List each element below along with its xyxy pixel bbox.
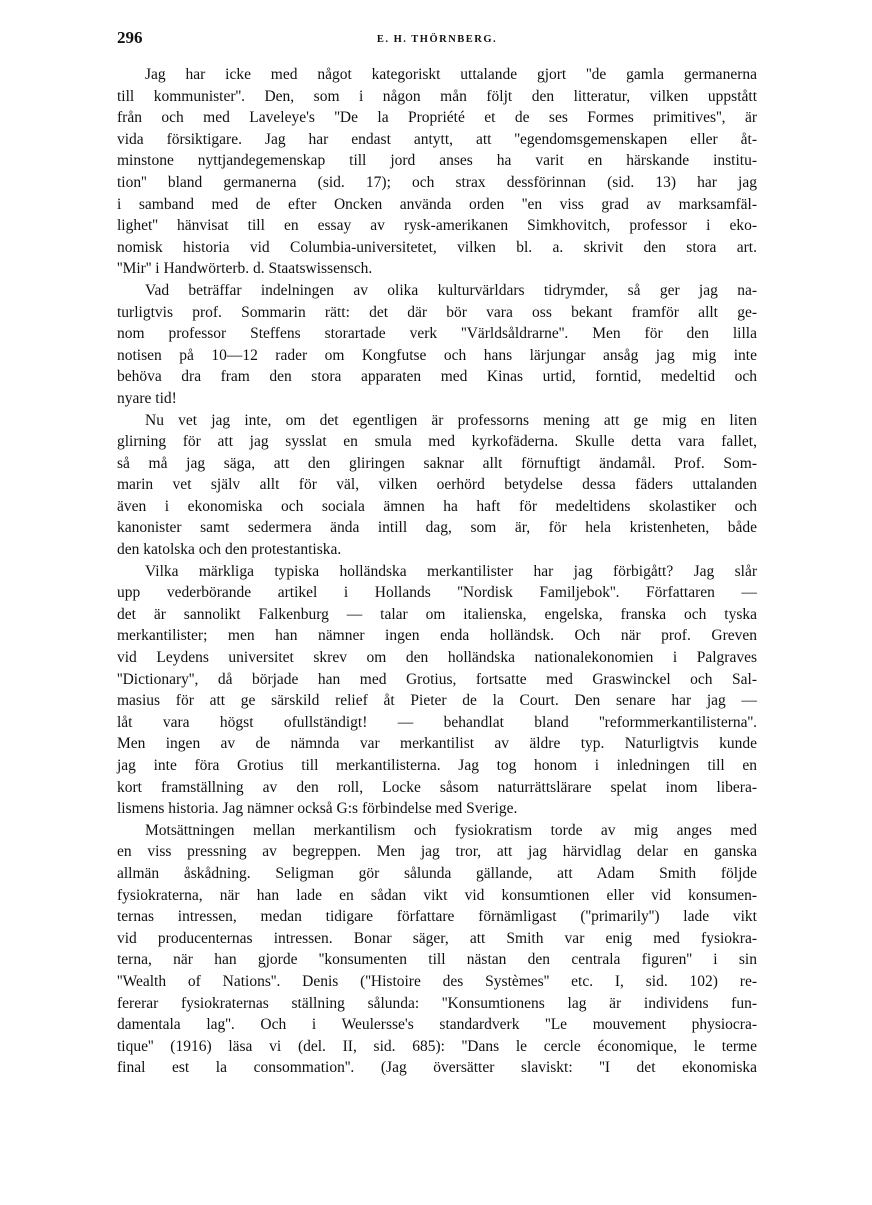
text-line: upp vederbörande artikel i Hollands ''Nordisk Familjebok''. Författaren — (117, 584, 757, 602)
text-line: ''Wealth of Nations''. Denis (''Histoire des Systèmes'' etc. I, sid. 102) re- (117, 972, 757, 990)
text-line: marin vet själv allt för väl, vilken oerhörd betydelse dessa fäders uttalanden (117, 476, 757, 494)
text-line: notisen på 10—12 rader om Kongfutse och hans lärjungar ansåg jag mig inte (117, 346, 757, 364)
text-line: Vad beträffar indelningen av olika kulturvärldars tidrymder, så ger jag na- (145, 281, 757, 299)
text-line: final est la consommation''. (Jag översätter slaviskt: ''I det ekonomiska (117, 1059, 757, 1077)
text-line: nyare tid! (117, 389, 177, 407)
running-head: E. H. THÖRNBERG. (376, 34, 498, 45)
text-line: kanonister samt sedermera ända intill dag, som är, för hela kristenheten, både (117, 519, 757, 537)
text-line: nomisk historia vid Columbia-universitetet, vilken bl. a. skrivit den stora art. (117, 238, 757, 256)
text-line: ternas intressen, medan tidigare författare förnämligast (''primarily'') lade vikt (117, 908, 757, 926)
text-line: låt vara högst ofullständigt! — behandlat bland ''reformmerkantilisterna''. (117, 713, 757, 731)
paragraph-1 (117, 64, 757, 280)
text-line: tique'' (1916) läsa vi (del. II, sid. 685): ''Dans le cercle économique, le terme (117, 1037, 757, 1055)
text-line: Motsättningen mellan merkantilism och fysiokratism torde av mig anges med (145, 821, 757, 839)
text-line: Vilka märkliga typiska holländska merkantilister har jag förbigått? Jag slår (145, 562, 757, 580)
text-line: även i ekonomiska och sociala ämnen ha haft för medeltidens skolastiker och (117, 497, 757, 515)
text-line: till kommunister''. Den, som i någon mån följt den litteratur, vilken uppstått (117, 87, 757, 105)
text-line: Nu vet jag inte, om det egentligen är professorns mening att ge mig en liten (145, 411, 757, 429)
text-line: vid Leydens universitet skrev om den holländska nationalekonomien i Palgraves (117, 649, 757, 667)
paragraph-4 (117, 561, 757, 820)
body-text (117, 64, 757, 1079)
page-number: 296 (117, 28, 143, 47)
text-line: från och med Laveleye's ''De la Propriété et de ses Formes primitives'', är (117, 109, 757, 127)
text-line: Men ingen av de nämnda var merkantilist av äldre typ. Naturligtvis kunde (117, 735, 757, 753)
text-line: nom professor Steffens storartade verk ''Världsåldrarne''. Men för den lilla (117, 325, 757, 343)
text-line: tion'' bland germanerna (sid. 17); och strax dessförinnan (sid. 13) har jag (117, 173, 757, 191)
text-line: fererar fysiokraternas ställning sålunda: ''Konsumtionens lag är individens fun- (117, 994, 757, 1012)
text-line: merkantilister; men han nämner ingen enda holländsk. Och när prof. Greven (117, 627, 757, 645)
text-line: vida försiktigare. Jag har endast antytt, att ''egendomsgemenskapen eller åt- (117, 130, 757, 148)
text-line: ''Dictionary'', då började han med Grotius, fortsatte med Graswinckel och Sal- (117, 670, 757, 688)
text-line: turligtvis prof. Sommarin rätt: det där bör vara oss bekant framför allt ge- (117, 303, 757, 321)
text-line: kort framställning av den roll, Locke såsom naturrättslärare spelat inom libera- (117, 778, 757, 796)
text-line: behöva dra fram den stora apparaten med Kinas urtid, forntid, medeltid och (117, 368, 757, 386)
paragraph-3 (117, 410, 757, 561)
text-line: ''Mir'' i Handwörterb. d. Staatswissensch. (117, 260, 373, 278)
text-line: lighet'' hänvisat till en essay av rysk-amerikanen Simkhovitch, professor i eko- (117, 217, 757, 235)
text-line: en viss pressning av begreppen. Men jag tror, att jag härvidlag delar en ganska (117, 843, 757, 861)
text-line: masius för att ge särskild relief åt Pieter de la Court. Den senare har jag — (117, 692, 757, 710)
text-line: lismens historia. Jag nämner också G:s förbindelse med Sverige. (117, 800, 518, 818)
text-line: jag inte föra Grotius till merkantilisterna. Jag tog honom i inledningen till en (117, 757, 757, 774)
text-line: glirning för att jag sysslat en smula med kyrkofäderna. Skulle detta vara fallet, (117, 433, 757, 451)
paragraph-2 (117, 280, 757, 410)
text-line: vid producenternas intressen. Bonar säger, att Smith var enig med fysiokra- (117, 929, 757, 947)
page-header (117, 28, 757, 52)
paragraph-5 (117, 820, 757, 1079)
text-line: damentala lag''. Och i Weulersse's standardverk ''Le mouvement physiocra- (117, 1016, 757, 1034)
text-line: terna, när han gjorde ''konsumenten till nästan den centrala figuren'' i sin (117, 951, 757, 969)
text-line: den katolska och den protestantiska. (117, 541, 342, 559)
text-line: så må jag säga, att den gliringen saknar allt förnuftigt ändamål. Prof. Som- (117, 454, 757, 472)
text-line: minstone nyttjandegemenskap till jord anses ha varit en härskande institu- (117, 152, 757, 170)
text-line: Jag har icke med något kategoriskt uttalande gjort ''de gamla germanerna (145, 66, 757, 83)
text-line: i samband med de efter Oncken använda orden ''en viss grad av marksamfäl- (117, 195, 757, 213)
text-line: det är sannolikt Falkenburg — talar om italienska, engelska, franska och tyska (117, 605, 757, 623)
text-line: allmän åskådning. Seligman gör sålunda gällande, att Adam Smith följde (117, 864, 757, 882)
text-line: fysiokraterna, när han lade en sådan vikt vid konsumtionen eller vid konsumen- (117, 886, 757, 904)
